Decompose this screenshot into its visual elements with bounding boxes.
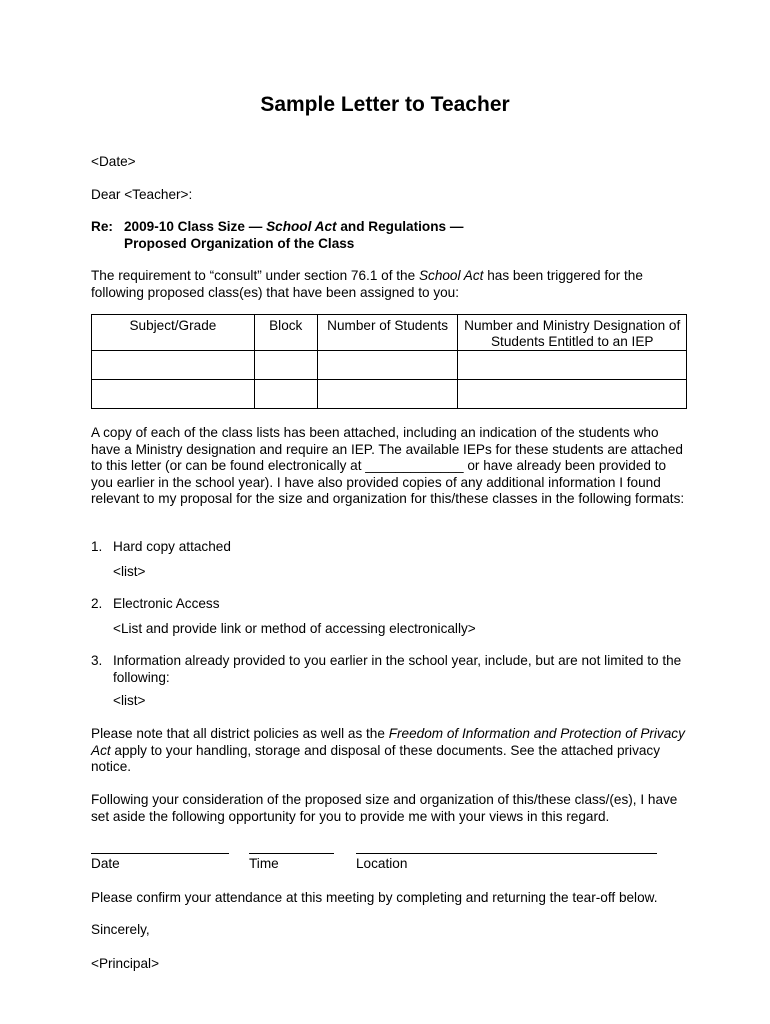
table-cell bbox=[458, 351, 687, 380]
header-iep-designation: Number and Ministry Designation of Students Entitled to an IEP bbox=[458, 315, 687, 351]
closing: Sincerely, bbox=[91, 922, 150, 937]
intro-paragraph bbox=[91, 268, 691, 301]
privacy-text-b: apply to your handling, storage and disposal of these documents. See the attached privacy notice. bbox=[91, 742, 661, 774]
location-signature-line bbox=[356, 853, 657, 854]
list-text: Information already provided to you earlier in the school year, include, but are not limited to the following: bbox=[113, 653, 682, 685]
confirm-paragraph: Please confirm your attendance at this meeting by completing and returning the tear-off below. bbox=[91, 890, 658, 905]
list-sub: <list> bbox=[113, 693, 146, 708]
privacy-text-a: Please note that all district policies as well as the bbox=[91, 726, 389, 741]
location-label: Location bbox=[356, 856, 408, 871]
header-subject-grade: Subject/Grade bbox=[92, 315, 255, 351]
list-text: Hard copy attached bbox=[113, 539, 231, 554]
re-line-2: Proposed Organization of the Class bbox=[124, 236, 355, 251]
header-number-of-students: Number of Students bbox=[317, 315, 458, 351]
class-table bbox=[91, 314, 687, 409]
table-cell bbox=[317, 380, 458, 409]
date-label: Date bbox=[91, 856, 120, 871]
intro-text-b: has been triggered for the following proposed class(es) that have been assigned to you: bbox=[91, 268, 643, 300]
table-cell bbox=[254, 380, 317, 409]
table-header-row bbox=[92, 315, 687, 351]
re-text-a: 2009-10 Class Size — bbox=[124, 219, 267, 234]
re-text-b: and Regulations — bbox=[336, 219, 464, 234]
table-cell bbox=[92, 380, 255, 409]
time-label: Time bbox=[249, 856, 279, 871]
table-cell bbox=[458, 380, 687, 409]
privacy-text-italic: Freedom of Information and Protection of Privacy Act bbox=[91, 726, 685, 758]
list-number: 3. bbox=[91, 653, 103, 668]
list-text: Electronic Access bbox=[113, 596, 220, 611]
date-placeholder: <Date> bbox=[91, 154, 136, 169]
list-sub: <List and provide link or method of accessing electronically> bbox=[113, 621, 476, 636]
table-cell bbox=[317, 351, 458, 380]
table-row bbox=[92, 380, 687, 409]
date-signature-line bbox=[91, 853, 229, 854]
list-sub: <list> bbox=[113, 564, 146, 579]
table-row bbox=[92, 351, 687, 380]
intro-text-a: The requirement to “consult” under section 76.1 of the bbox=[91, 268, 419, 283]
list-number: 2. bbox=[91, 596, 103, 611]
privacy-paragraph bbox=[91, 726, 687, 776]
table-cell bbox=[92, 351, 255, 380]
page-title: Sample Letter to Teacher bbox=[260, 93, 510, 116]
list-number: 1. bbox=[91, 539, 103, 554]
header-block: Block bbox=[254, 315, 317, 351]
time-signature-line bbox=[249, 853, 334, 854]
re-line-1 bbox=[91, 219, 463, 236]
table-cell bbox=[254, 351, 317, 380]
intro-text-italic: School Act bbox=[418, 268, 484, 283]
salutation: Dear <Teacher>: bbox=[91, 187, 193, 202]
following-paragraph: Following your consideration of the proposed size and organization of this/these class/(es), I have set aside the following opportunity for you to provide me with your views in this regard. bbox=[91, 792, 678, 824]
copy-paragraph: A copy of each of the class lists has been attached, including an indication of the students who have a Ministry designation and require an IEP. The available IEPs for these students are attached to this letter (or can be found electronically at _____________ or have already been provided to you earlier in the school year). I have also provided copies of any additional information I found relevant to my proposal for the size and organization for this/these classes in the following formats: bbox=[91, 425, 685, 506]
re-label: Re: bbox=[91, 219, 113, 234]
signer: <Principal> bbox=[91, 956, 160, 971]
re-text-italic: School Act bbox=[266, 219, 337, 234]
